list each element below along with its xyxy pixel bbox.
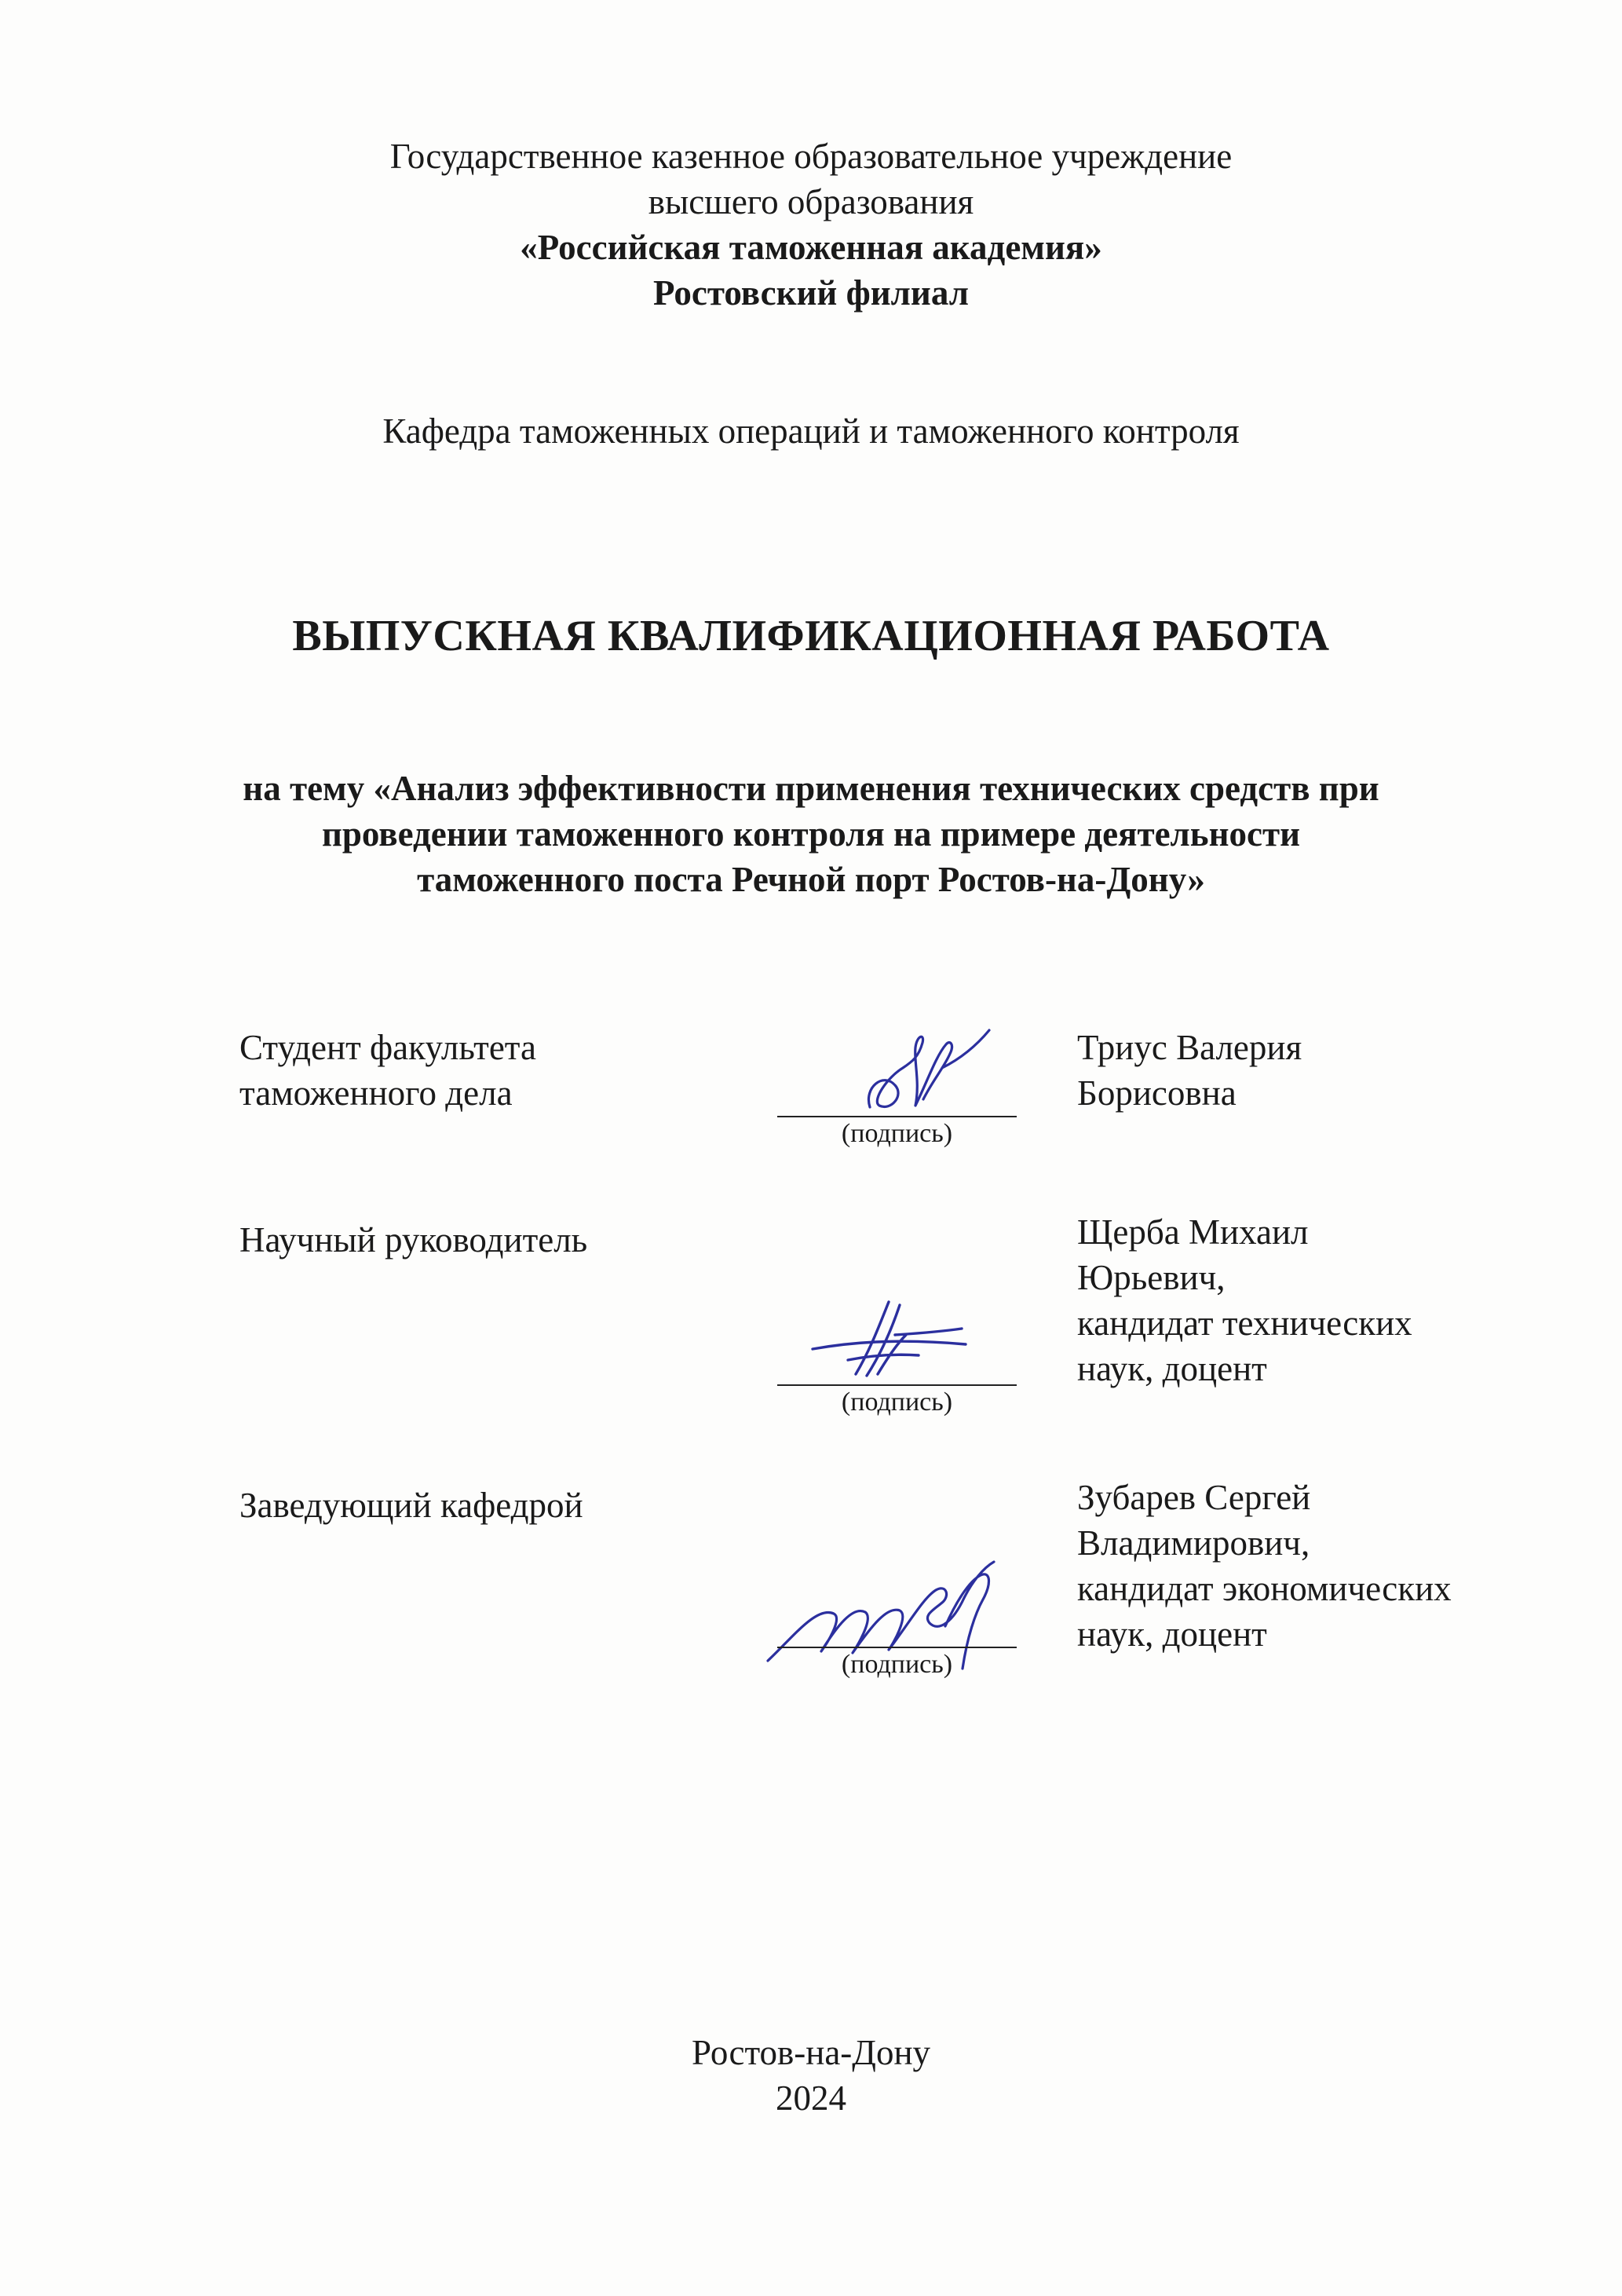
supervisor-name-line-4: наук, доцент — [1077, 1349, 1267, 1388]
student-name-line-1: Триус Валерия — [1077, 1028, 1302, 1067]
institution-type: Государственное казенное образовательное учреждение — [389, 137, 1233, 176]
supervisor-name — [1077, 1209, 1412, 1391]
head-name-line-3: кандидат экономических — [1077, 1569, 1452, 1608]
head-name-line-2: Владимирович, — [1077, 1523, 1310, 1563]
head-name — [1077, 1475, 1452, 1657]
footer-year: 2024 — [776, 2078, 846, 2118]
institution-branch: Ростовский филиал — [653, 273, 969, 313]
topic-line-1: на тему «Анализ эффективности применения технических средств при — [243, 769, 1379, 808]
supervisor-signature-caption: (подпись) — [841, 1387, 953, 1417]
supervisor-name-line-1: Щерба Михаил — [1077, 1212, 1309, 1252]
head-name-line-4: наук, доцент — [1077, 1614, 1267, 1654]
student-role — [239, 1025, 536, 1116]
student-signature-caption: (подпись) — [841, 1119, 953, 1148]
institution-level: высшего образования — [648, 182, 974, 221]
institution-name: «Российская таможенная академия» — [520, 228, 1102, 267]
student-name-line-2: Борисовна — [1077, 1073, 1237, 1113]
footer-block — [0, 2030, 1622, 2121]
work-title-block — [0, 609, 1622, 664]
student-role-line-2: таможенного дела — [239, 1073, 513, 1113]
head-name-line-1: Зубарев Сергей — [1077, 1478, 1311, 1517]
head-signature-caption: (подпись) — [841, 1650, 953, 1679]
work-title: ВЫПУСКНАЯ КВАЛИФИКАЦИОННАЯ РАБОТА — [292, 612, 1330, 660]
supervisor-name-line-3: кандидат технических — [1077, 1303, 1412, 1343]
footer-city: Ростов-на-Дону — [691, 2033, 931, 2072]
supervisor-signature — [801, 1288, 989, 1390]
student-signature-line — [777, 1116, 1017, 1117]
student-role-line-1: Студент факультета — [239, 1028, 536, 1067]
department-block — [0, 408, 1622, 454]
head-role-line-1: Заведующий кафедрой — [239, 1486, 583, 1525]
student-name — [1077, 1025, 1302, 1116]
topic-block — [0, 766, 1622, 902]
supervisor-name-line-2: Юрьевич, — [1077, 1258, 1226, 1297]
department-name: Кафедра таможенных операций и таможенного контроля — [382, 411, 1240, 451]
institution-header — [0, 133, 1622, 316]
topic-line-3: таможенного поста Речной порт Ростов-на-Дону» — [417, 860, 1205, 899]
supervisor-role — [239, 1217, 587, 1263]
student-signature — [848, 1013, 1005, 1131]
head-signature-line — [777, 1647, 1017, 1648]
topic-line-2: проведении таможенного контроля на примере деятельности — [321, 814, 1301, 854]
head-role — [239, 1483, 583, 1528]
supervisor-role-line-1: Научный руководитель — [239, 1220, 588, 1260]
supervisor-signature-line — [777, 1384, 1017, 1386]
